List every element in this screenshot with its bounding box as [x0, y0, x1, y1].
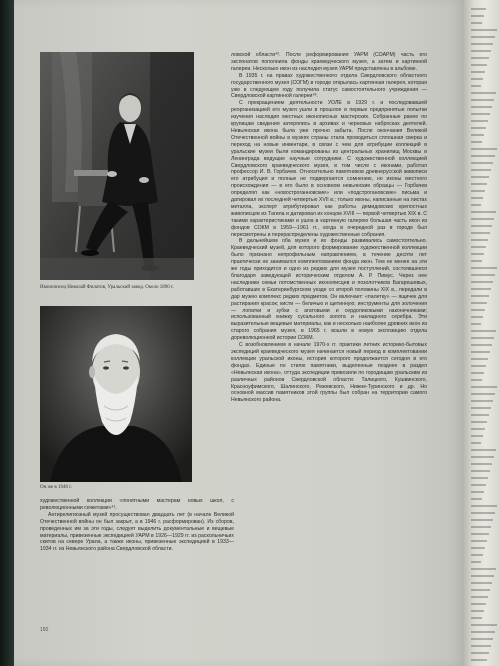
facing-page-line: [471, 197, 483, 199]
facing-page-line: [471, 239, 488, 241]
left-text-column: [40, 498, 234, 553]
facing-page-line: [471, 365, 486, 367]
facing-page-line: [471, 85, 481, 87]
facing-page-line: [471, 582, 492, 584]
photo-caption-2: Он же в 1946 г.: [40, 485, 72, 490]
facing-page-line: [471, 260, 482, 262]
facing-page-line: [471, 148, 497, 150]
facing-page-line: [471, 351, 490, 353]
facing-page-line: [471, 176, 489, 178]
facing-page-line: [471, 526, 491, 528]
facing-page-line: [471, 379, 482, 381]
paragraph: С возобновлением в начале 1970-х гг. практики летних историко-бытовых экспедиций краеведческого музея начинается новый период в комплектовании коллекции уральской иконы, история которого продолжается сегодня в его фондах. Единые по стилю памятники, выделенные позднее в раздел «Невьянская икона», оттуда экспедиции привозили по городищам уральским из различных районов Свердловской области: Талицкого, Кушвинского, Красноуфимского, Шалинского, Режевского, Нижне-Туринского и др. Но основной массив памятников этой группы был собран на территории самого Невьянского района.: [231, 342, 427, 404]
facing-page-line: [471, 659, 487, 661]
facing-page-line: [471, 470, 490, 472]
paragraph: Антирелигиозный музей просуществовал двадцать лет (в начале Великой Отечественной войны он был закрыт, а в 1946 г. расформирован). Из сборов, проведенных им за эти годы, следует выделить документальные и вещевые материалы, привезенные экспедицией УАРМ в 1926—1929 гг. из раскольничьих скитов на севере Урала, а также иконы, привезенные экспедицией в 1933—1934 гг. из Невьянского района Свердловской области.: [40, 511, 234, 553]
facing-page-line: [471, 610, 484, 612]
facing-page-line: [471, 267, 497, 269]
facing-page-line: [471, 253, 484, 255]
facing-page-line: [471, 92, 496, 94]
facing-page-line: [471, 575, 494, 577]
facing-page-line: [471, 134, 484, 136]
facing-page-line: [471, 50, 491, 52]
paragraph: ловской области⁴². После реформирования УАРМ (СОАРМ) часть его экспонатов пополнила фонды краеведческого музея, а затем и картинной галереи. Несколько икон из наследия музея УАРМ представлены в альбоме.: [231, 52, 427, 72]
facing-page-line: [471, 22, 482, 24]
facing-page-line: [471, 652, 489, 654]
facing-page-line: [471, 295, 489, 297]
facing-page-line: [471, 554, 483, 556]
facing-page-line: [471, 127, 486, 129]
facing-page-line: [471, 120, 488, 122]
facing-page-line: [471, 533, 489, 535]
facing-page-line: [471, 519, 493, 521]
facing-page-line: [471, 71, 485, 73]
facing-page-line: [471, 596, 488, 598]
facing-page-line: [471, 498, 482, 500]
facing-page-line: [471, 512, 495, 514]
facing-page-line: [471, 211, 496, 213]
facing-page-line: [471, 155, 495, 157]
facing-page-line: [471, 435, 483, 437]
facing-page-line: [471, 323, 481, 325]
facing-page-line: [471, 141, 482, 143]
page-number: 150: [40, 627, 49, 633]
facing-page-line: [471, 442, 481, 444]
facing-page-line: [471, 43, 493, 45]
paragraph: С прекращением деятельности УОЛЕ в 1929 г. и последовавшей реорганизацией его музея ушли в прошлое и первые предпринятые попытки изучения наследия местных иконописных мастерских. Собранные ранее по крупицам сведения затерялись в архивах и черновых набросках деятелей. Невьянская икона была уже прочно забыта. После окончания Великой Отечественной войны в музеях страны стала проводиться сплошная сверка и переход на новые инвентари, в связи с чем для атрибуции коллекций в уральские музеи были командированы из центральных хранилищ Москвы и Ленинграда ведущие научные сотрудники. С художественной коллекцией Свердловского краеведческого музея, в том числе с иконами, работал профессор И. В. Горбачев. Относительно памятников древнерусской живописи его атрибуция и полные не подвергаются сомнению, но иконы местного происхождения — в его было в основном невьянские образцы — Горбачев определял как «новостроганновские» или «подстрогановские» письма и датировал их последней четвертью XVII в.; только иконы, написанные на листах металла, эксперт атрибутировал как работы демидовских крепостных живописцев из Тагила и датировал их концом XVIII — первой четвертью XIX в. С такими характеристиками и ушла в картинную галерею большая часть икон из фондов СОКМ в 1959—1961 гг., когда в очередной раз в городе был пересмотрены и перераспределены художественные собрания.: [231, 100, 427, 238]
facing-page-line: [471, 36, 495, 38]
facing-page-text-fragment: [471, 0, 499, 666]
facing-page-line: [471, 204, 481, 206]
facing-page-line: [471, 232, 490, 234]
facing-page-line: [471, 477, 488, 479]
facing-page-line: [471, 57, 489, 59]
facing-page-line: [471, 372, 484, 374]
facing-page-line: [471, 568, 496, 570]
photo-bearded-man: [40, 306, 192, 482]
facing-page-line: [471, 274, 495, 276]
facing-page-line: [471, 407, 491, 409]
facing-page-line: [471, 246, 486, 248]
facing-page-line: [471, 316, 483, 318]
facing-page-line: [471, 183, 487, 185]
facing-page-line: [471, 449, 496, 451]
facing-page-line: [471, 337, 494, 339]
facing-page-line: [471, 421, 487, 423]
facing-page-line: [471, 456, 494, 458]
facing-page-line: [471, 288, 491, 290]
facing-page-line: [471, 162, 493, 164]
facing-page-line: [471, 113, 490, 115]
facing-page-line: [471, 631, 495, 633]
facing-page-line: [471, 78, 483, 80]
facing-page-line: [471, 29, 497, 31]
facing-page-line: [471, 561, 481, 563]
photo-caption-1: Иконописец Николай Филатов, Уральский завод. Около 1890 г.: [40, 285, 174, 290]
photo-bearded-man-image: [40, 306, 192, 482]
book-spine: [0, 0, 14, 666]
facing-page-line: [471, 344, 492, 346]
facing-page-line: [471, 393, 495, 395]
facing-page-line: [471, 400, 493, 402]
paragraph: В 1935 г. на правах художественного отдела Свердловского областного государственного музея (СОГМ) в городе открылась картинная галерея, которая уже в следующем году получила статус самостоятельного учреждения — Свердловской картинной галереи⁴³.: [231, 72, 427, 100]
facing-page-line: [471, 190, 485, 192]
facing-page-line: [471, 99, 494, 101]
facing-page-line: [471, 8, 486, 10]
facing-page-line: [471, 589, 490, 591]
facing-page-line: [471, 330, 496, 332]
facing-page-line: [471, 428, 485, 430]
facing-page-line: [471, 414, 489, 416]
facing-page-line: [471, 309, 485, 311]
facing-page-line: [471, 106, 492, 108]
paragraph: художественной коллекции «понятными мастерам новых школ, с революционными сюжетами»⁴¹.: [40, 498, 234, 511]
facing-page-line: [471, 505, 497, 507]
facing-page-line: [471, 547, 485, 549]
facing-page-line: [471, 624, 497, 626]
facing-page-line: [471, 603, 486, 605]
facing-page-line: [471, 386, 497, 388]
facing-page-line: [471, 645, 491, 647]
facing-page-line: [471, 484, 486, 486]
facing-page-line: [471, 302, 487, 304]
facing-page-line: [471, 218, 494, 220]
right-text-column: [231, 52, 427, 404]
paragraph: В дальнейшем оба музея и их фонды развивались самостоятельно. Краеведческий музей, для которого формирование художественной коллекции было признано непрофильным направлением, в течение десяти лет практически не занимался комплектованием фонда икон. Тем не менее на эти же годы приходится и одно из редких для музея поступлений, состоявшееся благодаря заведующей историческим отделом А. Р. Пимус. Через нее наследники семьи потомственных иконописцев и позолотчиков Багарешевых, работавших в Екатеринбургском уезде со второй половины XIX в., передали в дар музею комплекс редких предметов. Он включает: «палетку» — ящичек для растирания красок; кисти — беличью и щетинную; инструменты для золочения — лопатки и зубки с агатовыми и сердоликовыми наконечниками; использованный книжку сусального золота и накладного серебра. Эти выразительные вещевые материалы, как и несколько наиболее древних икон из старого собрания музея, в 1965 г. вошли в новую экспозицию отдела дореволюционной истории СОКМ.: [231, 238, 427, 342]
facing-page-line: [471, 225, 492, 227]
facing-page-line: [471, 463, 492, 465]
facing-page-line: [471, 281, 493, 283]
facing-page-line: [471, 64, 487, 66]
facing-page-line: [471, 638, 493, 640]
photo-seated-man: [40, 52, 194, 280]
facing-page-line: [471, 358, 488, 360]
facing-page-line: [471, 491, 484, 493]
facing-page-line: [471, 15, 484, 17]
facing-page-line: [471, 617, 482, 619]
facing-page-line: [471, 169, 491, 171]
facing-page-line: [471, 540, 487, 542]
photo-seated-man-image: [40, 52, 194, 280]
